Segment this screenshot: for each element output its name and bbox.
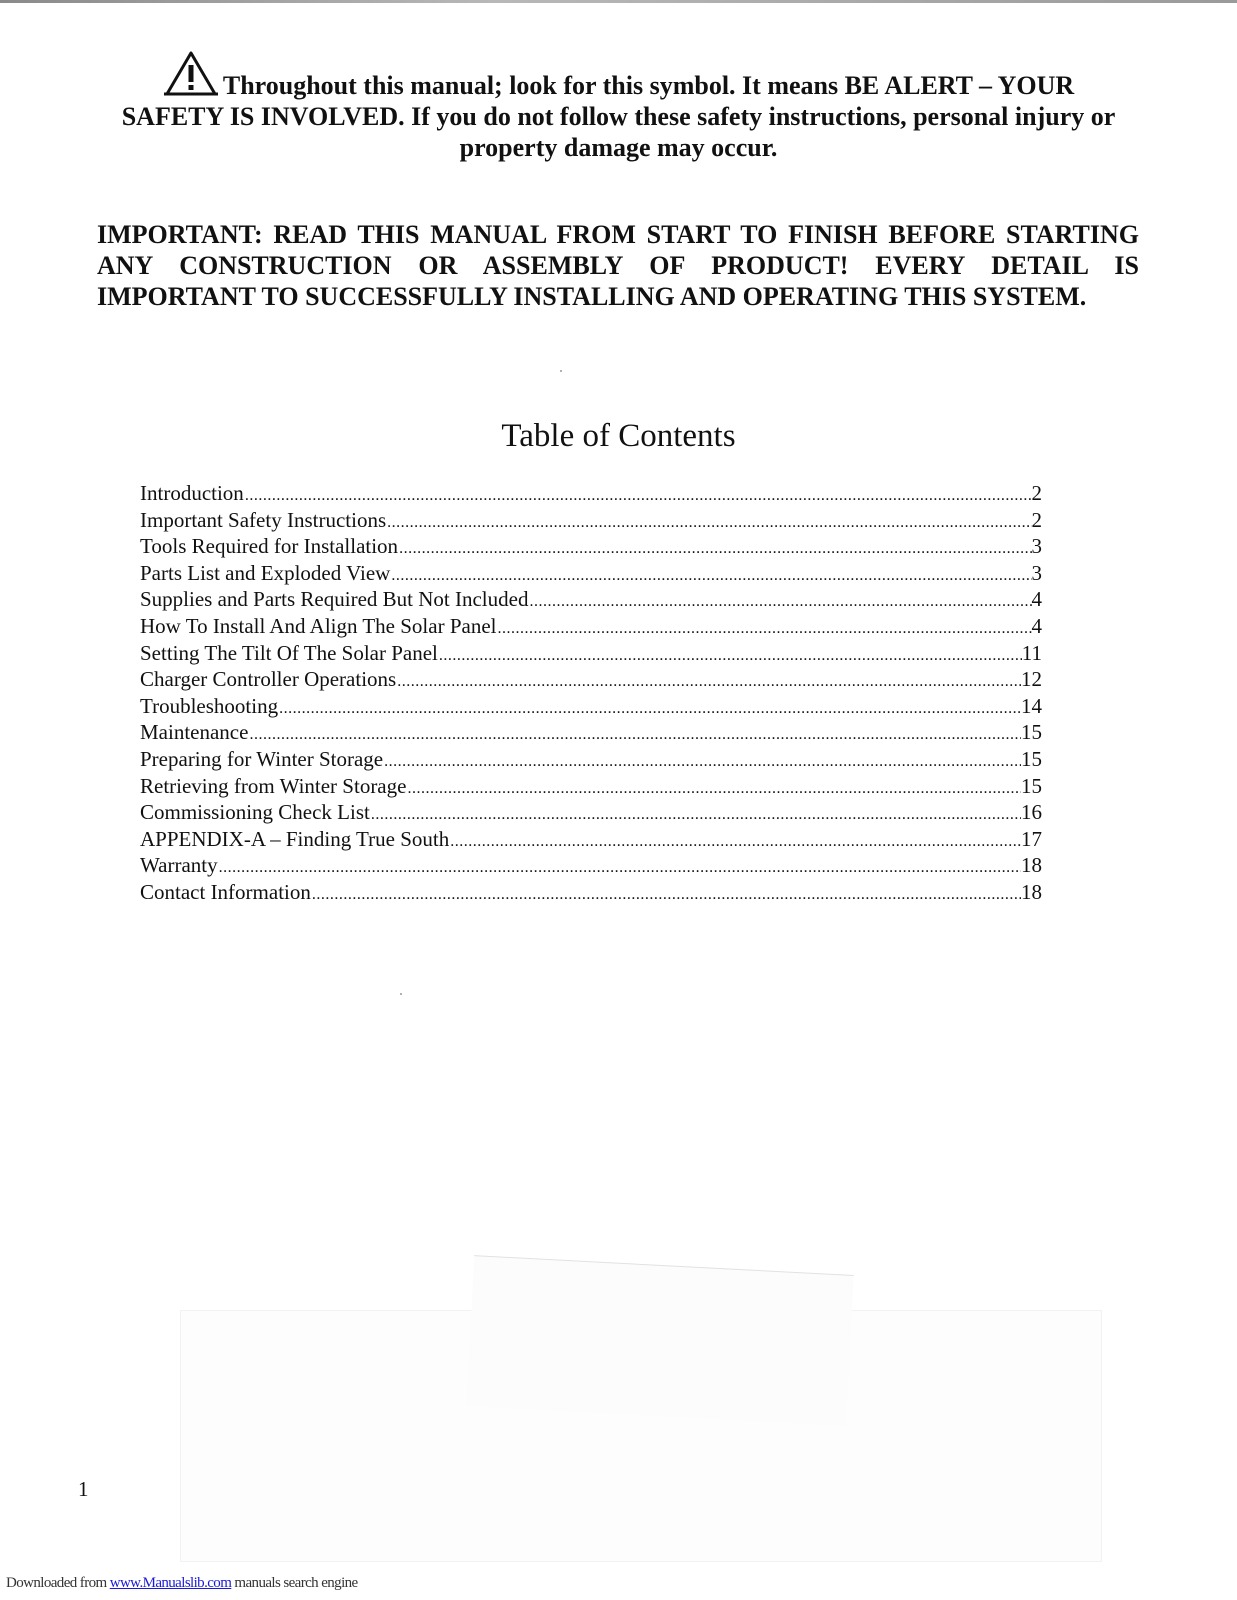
toc-entry-label: Important Safety Instructions	[140, 507, 387, 532]
footer-prefix: Downloaded from	[6, 1575, 110, 1591]
toc-entry-page: 17	[1021, 826, 1042, 851]
toc-entry-label: Maintenance	[140, 720, 249, 745]
toc-leader-dots	[248, 722, 1021, 749]
toc-entry-label: Contact Information	[140, 879, 311, 904]
download-footer	[6, 1575, 358, 1592]
toc-entry-page: 3	[1031, 560, 1042, 585]
toc-entry-page: 18	[1021, 853, 1042, 878]
toc-entry-page: 15	[1021, 773, 1042, 798]
toc-entry-label: Commissioning Check List	[140, 800, 370, 825]
scan-speck	[560, 370, 562, 372]
safety-warning-notice	[90, 50, 1147, 163]
toc-entry-tools-required[interactable]	[140, 533, 1042, 560]
footer-suffix: manuals search engine	[231, 1575, 358, 1591]
toc-entry-preparing-winter-storage[interactable]	[140, 746, 1042, 773]
toc-list	[140, 480, 1042, 906]
toc-entry-label: Introduction	[140, 481, 244, 505]
toc-entry-page: 12	[1021, 667, 1042, 692]
warning-triangle-icon	[163, 50, 219, 98]
manualslib-link[interactable]: www.Manualslib.com	[109, 1575, 232, 1591]
toc-entry-label: Troubleshooting	[140, 693, 279, 718]
toc-leader-dots	[406, 776, 1021, 803]
toc-entry-label: Parts List and Exploded View	[140, 560, 391, 585]
toc-entry-page: 14	[1021, 693, 1042, 718]
toc-entry-label: Setting The Tilt Of The Solar Panel	[140, 640, 438, 665]
toc-entry-maintenance[interactable]	[140, 719, 1042, 746]
toc-leader-dots	[398, 536, 1031, 563]
toc-entry-appendix-a[interactable]	[140, 826, 1042, 853]
toc-leader-dots	[438, 643, 1022, 670]
toc-title: Table of Contents	[501, 418, 736, 454]
toc-entry-page: 16	[1021, 800, 1042, 825]
toc-entry-warranty[interactable]	[140, 852, 1042, 879]
toc-leader-dots	[449, 829, 1021, 856]
toc-leader-dots	[390, 563, 1031, 590]
faded-bleed-through-sheet	[466, 1255, 853, 1426]
toc-entry-contact-information[interactable]	[140, 879, 1042, 906]
warning-text-line-1: Throughout this manual; look for this symbol. It means BE ALERT – YOUR	[222, 71, 1075, 100]
warning-text-line-2: SAFETY IS INVOLVED. If you do not follow these safety instructions, personal injury or	[121, 102, 1116, 131]
toc-entry-page: 4	[1031, 613, 1042, 638]
toc-leader-dots	[497, 616, 1032, 643]
toc-entry-important-safety-instructions[interactable]	[140, 507, 1042, 534]
toc-leader-dots	[528, 589, 1031, 616]
page-number: 1	[78, 1477, 89, 1501]
toc-entry-page: 4	[1031, 587, 1042, 612]
toc-entry-label: How To Install And Align The Solar Panel	[140, 613, 497, 638]
toc-entry-troubleshooting[interactable]	[140, 693, 1042, 720]
toc-entry-label: Preparing for Winter Storage	[140, 746, 384, 771]
warning-line-1	[90, 50, 1147, 101]
toc-entry-page: 15	[1021, 746, 1042, 771]
toc-leader-dots	[383, 749, 1021, 776]
toc-leader-dots	[386, 510, 1031, 537]
toc-entry-introduction[interactable]	[140, 480, 1042, 507]
toc-entry-charger-controller[interactable]	[140, 666, 1042, 693]
toc-entry-install-and-align[interactable]	[140, 613, 1042, 640]
toc-leader-dots	[244, 483, 1032, 510]
toc-entry-page: 18	[1021, 879, 1042, 904]
toc-entry-page: 2	[1031, 507, 1042, 532]
toc-leader-dots	[218, 855, 1021, 882]
toc-leader-dots	[278, 696, 1021, 723]
toc-entry-supplies-and-parts[interactable]	[140, 586, 1042, 613]
toc-leader-dots	[396, 669, 1021, 696]
toc-entry-label: Charger Controller Operations	[140, 667, 397, 692]
toc-entry-setting-the-tilt[interactable]	[140, 640, 1042, 667]
toc-entry-label: APPENDIX-A – Finding True South	[140, 826, 450, 851]
warning-text-line-3: property damage may occur.	[459, 133, 778, 162]
toc-leader-dots	[370, 802, 1021, 829]
toc-leader-dots	[311, 882, 1021, 909]
toc-entry-page: 15	[1021, 720, 1042, 745]
toc-entry-label: Tools Required for Installation	[140, 534, 399, 559]
toc-entry-commissioning-check-list[interactable]	[140, 799, 1042, 826]
scan-speck	[400, 993, 402, 995]
toc-entry-retrieving-winter-storage[interactable]	[140, 773, 1042, 800]
toc-entry-label: Warranty	[140, 853, 218, 878]
important-notice: IMPORTANT: READ THIS MANUAL FROM START TO FINISH BEFORE STARTING ANY CONSTRUCTION OR ASSEMBLY OF PRODUCT! EVERY DETAIL IS IMPORTANT TO SUCCESSFULLY INSTALLING AND OPERATING THIS SYSTEM.	[97, 220, 1139, 311]
toc-entry-parts-list[interactable]	[140, 560, 1042, 587]
scan-top-edge	[0, 0, 1237, 3]
toc-entry-label: Retrieving from Winter Storage	[140, 773, 407, 798]
toc-entry-page: 3	[1031, 534, 1042, 559]
toc-entry-label: Supplies and Parts Required But Not Included	[140, 587, 529, 612]
toc-entry-page: 11	[1021, 640, 1042, 665]
toc-entry-page: 2	[1031, 481, 1042, 505]
